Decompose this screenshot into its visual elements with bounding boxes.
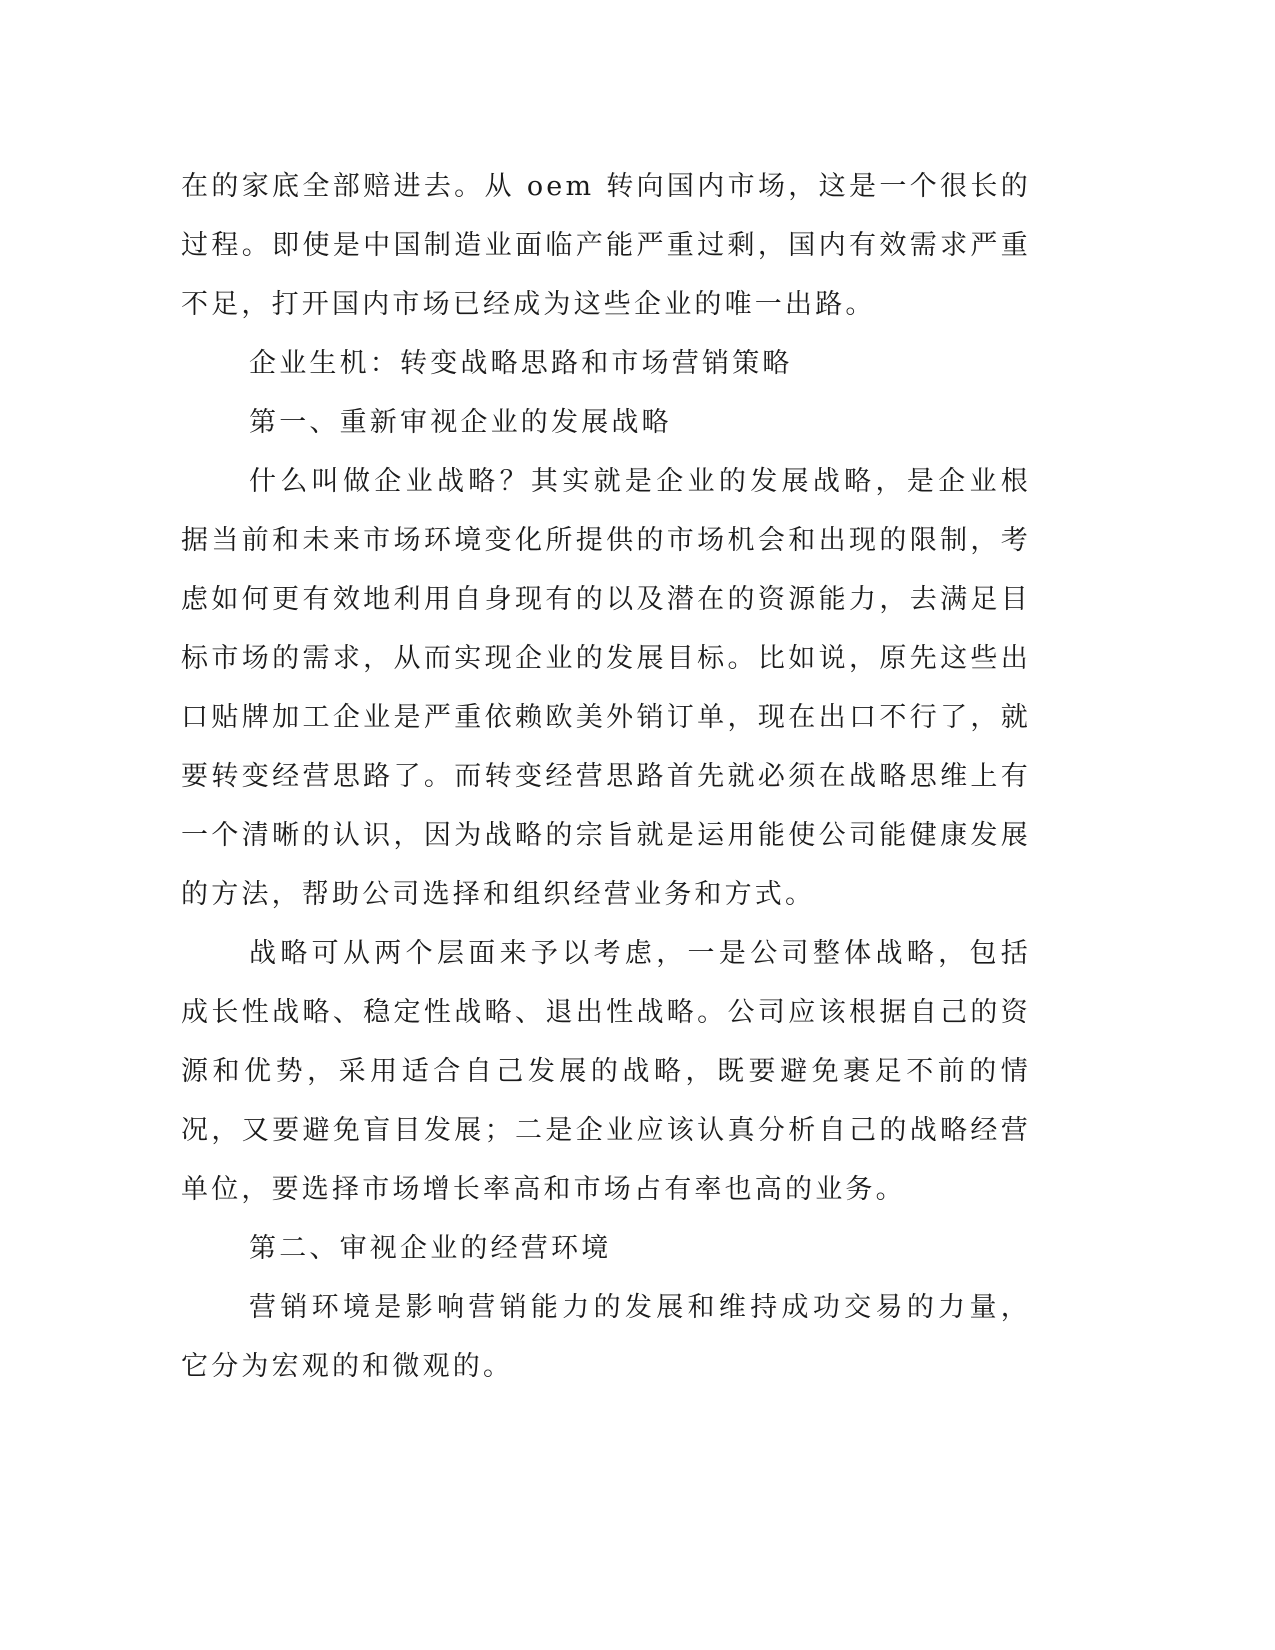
paragraph: 在的家底全部赔进去。从 oem 转向国内市场，这是一个很长的过程。即使是中国制造业面临产能严重过剩，国内有效需求严重不足，打开国内市场已经成为这些企业的唯一出路。 — [181, 171, 1031, 320]
paragraph: 什么叫做企业战略？其实就是企业的发展战略，是企业根据当前和未来市场环境变化所提供的市场机会和出现的限制，考虑如何更有效地利用自身现有的以及潜在的资源能力，去满足目标市场的需求，从而实现企业的发展目标。比如说，原先这些出口贴牌加工企业是严重依赖欧美外销订单，现在出口不行了，就要转变经营思路了。而转变经营思路首先就必须在战略思维上有一个清晰的认识，因为战略的宗旨就是运用能使公司能健康发展的方法，帮助公司选择和组织经营业务和方式。 — [181, 466, 1031, 910]
section-heading: 第二、审视企业的经营环境 — [249, 1233, 612, 1264]
paragraph: 营销环境是影响营销能力的发展和维持成功交易的力量，它分为宏观的和微观的。 — [181, 1292, 1031, 1382]
paragraph: 战略可从两个层面来予以考虑，一是公司整体战略，包括成长性战略、稳定性战略、退出性战略。公司应该根据自己的资源和优势，采用适合自己发展的战略，既要避免裹足不前的情况，又要避免盲目发展；二是企业应该认真分析自己的战略经营单位，要选择市场增长率高和市场占有率也高的业务。 — [181, 938, 1031, 1205]
section-heading: 第一、重新审视企业的发展战略 — [249, 407, 672, 438]
section-heading: 企业生机：转变战略思路和市场营销策略 — [249, 348, 793, 379]
document-body — [181, 157, 1031, 1396]
